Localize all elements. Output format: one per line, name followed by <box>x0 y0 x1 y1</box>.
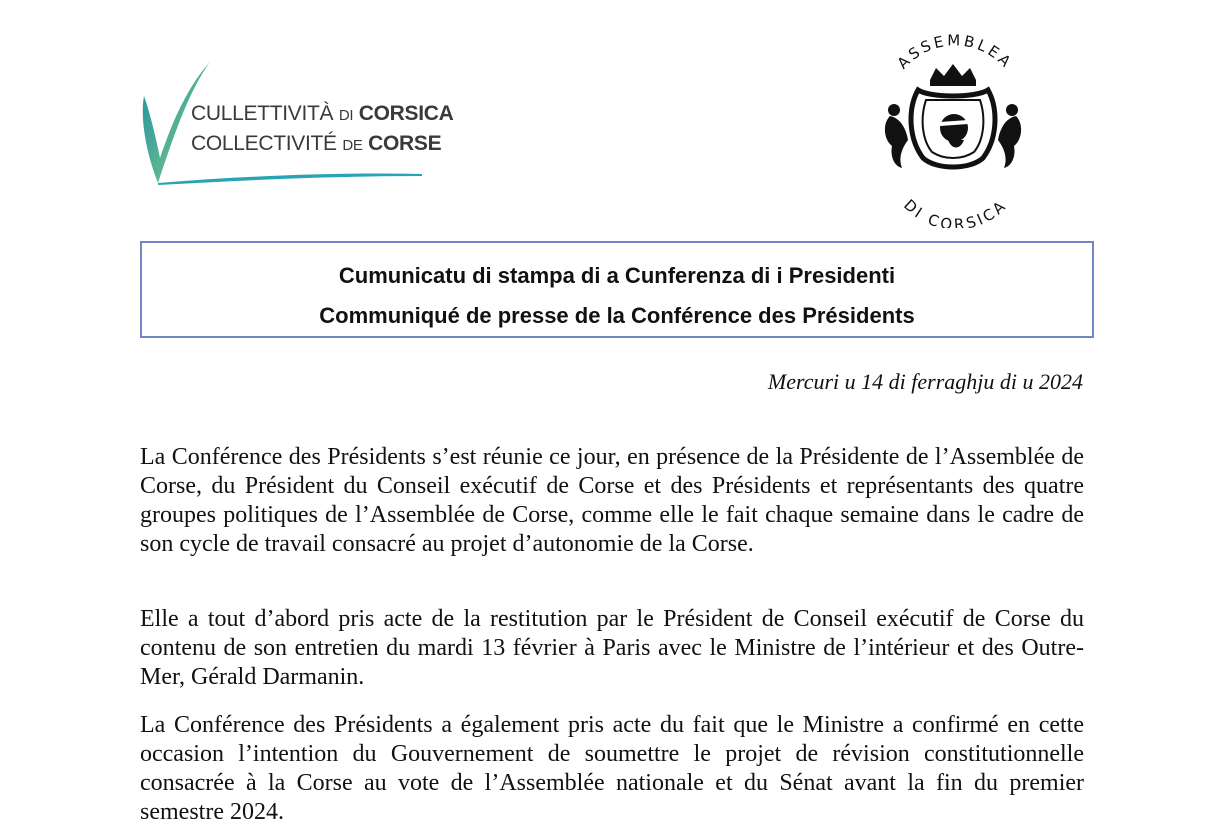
paragraph-1: La Conférence des Présidents s’est réunie ce jour, en présence de la Présidente de l’Assemblée de Corse, du Président du Conseil exécutif de Corse et des Présidents et représentants des quatre groupes politiques de l’Assemblée de Corse, comme elle le fait chaque semaine dans le cadre de son cycle de travail consacré au projet d’autonomie de la Corse. <box>140 444 1084 557</box>
paragraph-2: Elle a tout d’abord pris acte de la restitution par le Président de Conseil exécutif de Corse du contenu de son entretien du mardi 13 février à Paris avec le Ministre de l’intérieur et des Outre-Mer, Gérald Darmanin. <box>140 606 1084 690</box>
document-date: Mercuri u 14 di ferraghju di u 2024 <box>767 369 1083 394</box>
title-box <box>140 241 1094 338</box>
collectivite-de-corse-logo <box>136 58 454 188</box>
title-corsican: Cumunicatu di stampa di a Cunferenza di i Presidenti <box>338 263 896 288</box>
paragraph-3: La Conférence des Présidents a également pris acte du fait que le Ministre a confirmé en cette occasion l’intention du Gouvernement de soumettre le projet de révision constitutionnelle consacrée à la Corse au vote de l’Assemblée nationale et du Sénat avant la fin du premier semestre 2024. <box>140 712 1084 825</box>
logo-line-corsican: CULLETTIVITÀ DI CORSICA <box>191 102 454 125</box>
title-french: Communiqué de presse de la Conférence des Présidents <box>319 303 915 328</box>
svg-text:DI CORSICA: DI CORSICA <box>900 195 1011 228</box>
logo-line-french: COLLECTIVITÉ DE CORSE <box>191 132 442 155</box>
assemblea-di-corsica-emblem <box>868 28 1038 228</box>
emblem-icon <box>868 28 1038 228</box>
svg-text:ASSEMBLEA: ASSEMBLEA <box>893 31 1017 73</box>
